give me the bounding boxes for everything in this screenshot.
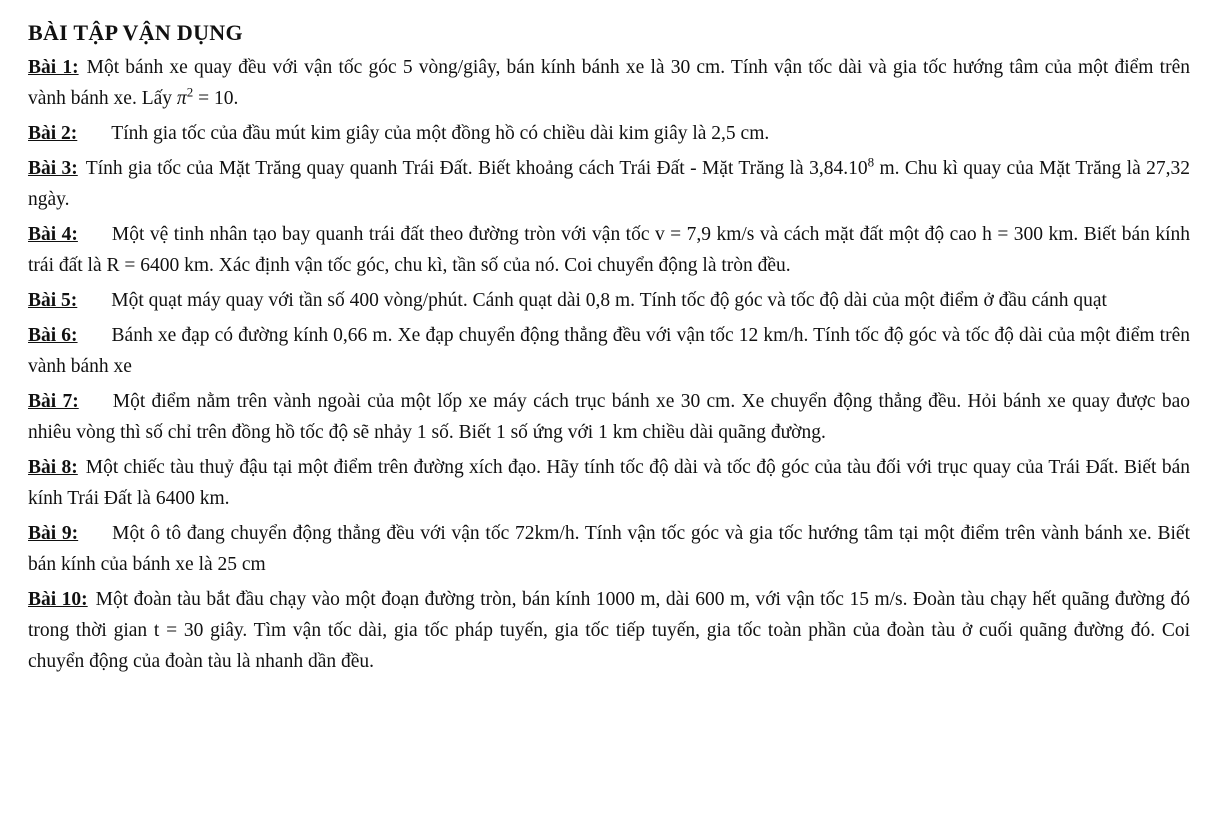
- problem-2-text: Tính gia tốc của đầu mút kim giây của một đồng hồ có chiều dài kim giây là 2,5 cm.: [111, 123, 770, 144]
- pi-exponent: 2: [186, 84, 194, 100]
- problem-1-text: Một bánh xe quay đều với vận tốc góc 5 vòng/giây, bán kính bánh xe là 30 cm. Tính vận tốc dài và gia tốc hướng tâm của một điểm trên vành bánh xe. Lấy: [28, 57, 1190, 109]
- problem-3-text: Tính gia tốc của Mặt Trăng quay quanh Trái Đất. Biết khoảng cách Trái Đất - Mặt Trăng là 3,84.10: [85, 158, 868, 179]
- problem-2-label: Bài 2:: [28, 123, 78, 144]
- problem-7: [28, 386, 1190, 448]
- problem-1-label: Bài 1:: [28, 57, 79, 78]
- problem-3-label: Bài 3:: [28, 158, 78, 179]
- problem-2: [28, 118, 1190, 149]
- problem-6-label: Bài 6:: [28, 325, 78, 346]
- problem-8: [28, 452, 1190, 514]
- problem-10: [28, 584, 1190, 677]
- distance-exponent: 8: [867, 154, 875, 170]
- problem-7-label: Bài 7:: [28, 391, 79, 412]
- problem-9-label: Bài 9:: [28, 523, 79, 544]
- problem-3: [28, 153, 1190, 215]
- problem-9-text: Một ô tô đang chuyển động thẳng đều với vận tốc 72km/h. Tính vận tốc góc và gia tốc hướng tâm tại một điểm trên vành bánh xe. Biết bán kính của bánh xe là 25 cm: [28, 523, 1190, 575]
- problem-10-label: Bài 10:: [28, 589, 88, 610]
- problem-9: [28, 518, 1190, 580]
- document-page: [28, 18, 1190, 677]
- problem-6-text: Bánh xe đạp có đường kính 0,66 m. Xe đạp chuyển động thẳng đều với vận tốc 12 km/h. Tính tốc độ góc và tốc độ dài của một điểm trên vành bánh xe: [28, 325, 1190, 377]
- problem-4-label: Bài 4:: [28, 224, 78, 245]
- pi-symbol: π: [176, 88, 187, 109]
- problem-4-text: Một vệ tinh nhân tạo bay quanh trái đất theo đường tròn với vận tốc v = 7,9 km/s và cách mặt đất một độ cao h = 300 km. Biết bán kính trái đất là R = 6400 km. Xác định vận tốc góc, chu kì, tần số của nó. Coi chuyển động là tròn đều.: [28, 224, 1191, 276]
- section-heading: BÀI TẬP VẬN DỤNG: [28, 20, 243, 45]
- problem-7-text: Một điểm nằm trên vành ngoài của một lốp xe máy cách trục bánh xe 30 cm. Xe chuyển động thẳng đều. Hỏi bánh xe quay được bao nhiêu vòng thì số chỉ trên đồng hồ tốc độ sẽ nhảy 1 số. Biết 1 số ứng với 1 km chiều dài quãng đường.: [28, 391, 1190, 443]
- problem-4: [28, 219, 1190, 281]
- problem-3-text-after: m. Chu kì quay của Mặt Trăng là 27,32 ngày.: [28, 158, 1190, 210]
- problem-10-text: Một đoàn tàu bắt đầu chạy vào một đoạn đường tròn, bán kính 1000 m, dài 600 m, với vận tốc 15 m/s. Đoàn tàu chạy hết quãng đường đó trong thời gian t = 30 giây. Tìm vận tốc dài, gia tốc pháp tuyến, gia tốc tiếp tuyến, gia tốc toàn phần của đoàn tàu ở cuối quãng đường đó. Coi chuyển động của đoàn tàu là nhanh dần đều.: [28, 589, 1190, 672]
- problem-5: [28, 285, 1190, 316]
- problem-8-text: Một chiếc tàu thuỷ đậu tại một điểm trên đường xích đạo. Hãy tính tốc độ dài và tốc độ góc của tàu đối với trục quay của Trái Đất. Biết bán kính Trái Đất là 6400 km.: [28, 457, 1191, 509]
- problem-5-text: Một quạt máy quay với tần số 400 vòng/phút. Cánh quạt dài 0,8 m. Tính tốc độ góc và tốc độ dài của một điểm ở đầu cánh quạt: [111, 290, 1107, 311]
- problem-6: [28, 320, 1190, 382]
- problem-8-label: Bài 8:: [28, 457, 78, 478]
- pi-value: = 10.: [193, 88, 239, 109]
- problem-5-label: Bài 5:: [28, 290, 78, 311]
- problem-1: [28, 52, 1190, 114]
